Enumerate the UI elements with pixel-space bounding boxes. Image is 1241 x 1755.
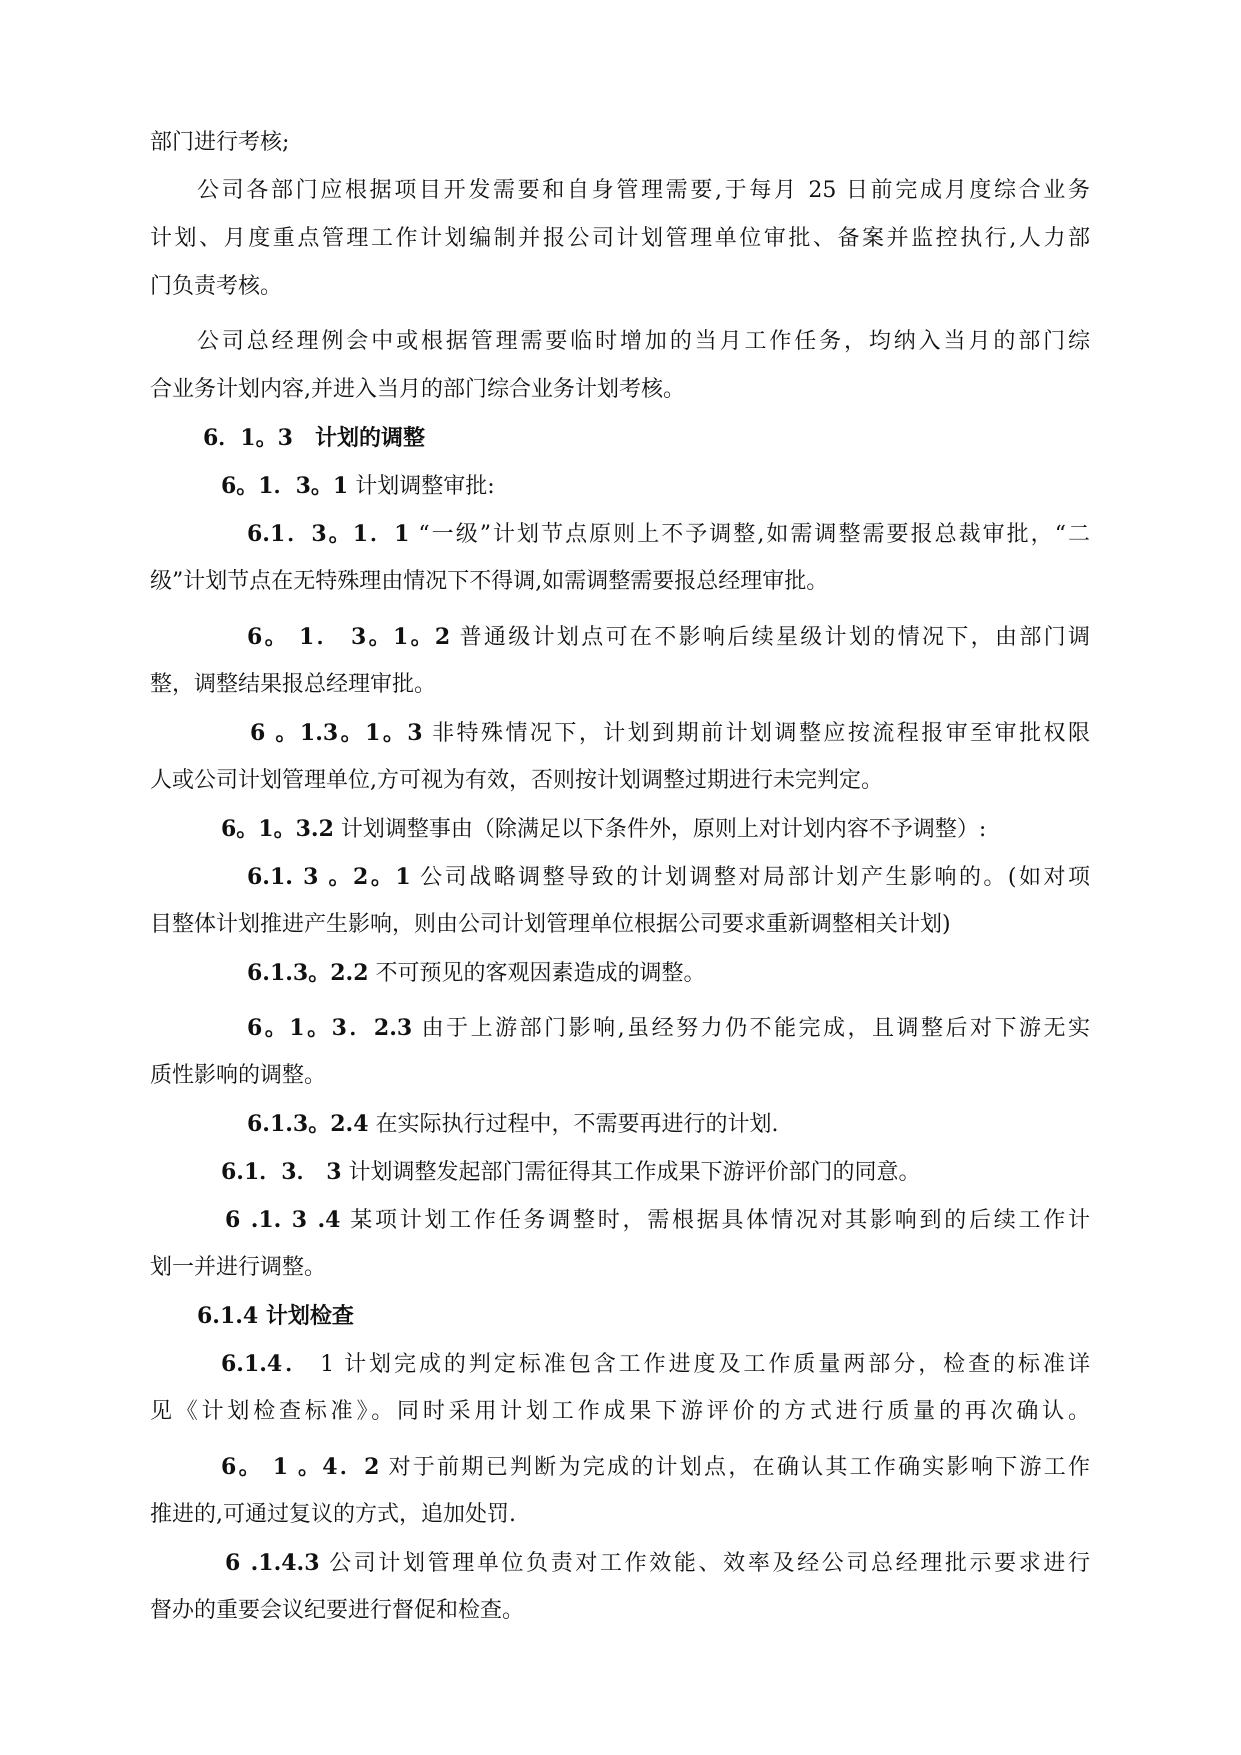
subsection-heading xyxy=(221,809,1161,849)
paragraph-line xyxy=(150,905,1090,945)
line-text: 普通级计划点可在不影响后续星级计划的情况下，由部门调 xyxy=(450,625,1090,650)
section-number: 6.1.4 xyxy=(197,1303,266,1329)
line-text: 见《计划检查标准》。同时采用计划工作成果下游评价的方式进行质量的再次确认。 xyxy=(150,1399,1090,1424)
line-text: 公司计划管理单位负责对工作效能、效率及经公司总经理批示要求进行 xyxy=(319,1551,1090,1576)
section-number: 6。 1． 3。1。2 xyxy=(247,624,451,650)
line-text: 公司各部门应根据项目开发需要和自身管理需要,于每月 25 日前完成月度综合业务 xyxy=(197,178,1090,203)
line-text: 合业务计划内容,并进入当月的部门综合业务计划考核。 xyxy=(150,377,685,402)
paragraph-line xyxy=(150,370,1090,410)
line-text: 门负责考核。 xyxy=(150,274,283,299)
line-text: 计划、月度重点管理工作计划编制并报公司计划管理单位审批、备案并监控执行,人力部 xyxy=(150,226,1090,251)
section-number: 6.1．3． 3 xyxy=(221,1159,342,1185)
section-number: 6．1。3 xyxy=(203,425,315,451)
paragraph-line xyxy=(197,171,1090,211)
line-text: 质性影响的调整。 xyxy=(150,1063,327,1088)
line-text: 推进的,可通过复议的方式，追加处罚. xyxy=(150,1502,516,1527)
section-number: 6 。1.3。1。3 xyxy=(250,720,423,746)
line-text: 1 计划完成的判定标准包含工作进度及工作质量两部分，检查的标准详 xyxy=(310,1352,1090,1377)
line-text: 公司总经理例会中或根据管理需要临时增加的当月工作任务，均纳入当月的部门综 xyxy=(197,329,1090,354)
paragraph-line xyxy=(221,1344,1090,1384)
paragraph-line xyxy=(221,1447,1090,1487)
paragraph-line xyxy=(150,219,1090,259)
paragraph-line xyxy=(247,1008,1090,1048)
line-text: 级”计划节点在无特殊理由情况下不得调,如需调整需要报总经理审批。 xyxy=(150,569,829,594)
line-text: 人或公司计划管理单位,方可视为有效，否则按计划调整过期进行未完判定。 xyxy=(150,768,883,793)
section-number: 6.1.3。2.2 xyxy=(247,960,369,986)
paragraph-line xyxy=(150,267,1090,307)
paragraph-line xyxy=(150,123,1090,163)
paragraph-line xyxy=(247,1104,1187,1144)
paragraph-line xyxy=(150,562,1090,602)
paragraph-line xyxy=(225,1543,1090,1583)
section-number: 6。1。3.2 xyxy=(221,816,334,842)
paragraph-line xyxy=(247,857,1090,897)
section-number: 6 .1.4.3 xyxy=(225,1550,320,1576)
section-title: 计划检查 xyxy=(265,1303,354,1329)
paragraph-line xyxy=(247,953,1187,993)
paragraph-line xyxy=(197,322,1090,362)
paragraph-line xyxy=(150,1495,1090,1535)
line-text: 不可预见的客观因素造成的调整。 xyxy=(368,961,706,986)
line-text: 督办的重要会议纪要进行督促和检查。 xyxy=(150,1598,525,1623)
section-number: 6.1．3。1．1 xyxy=(247,521,410,547)
section-number: 6.1.4． xyxy=(221,1351,311,1377)
line-text: 计划调整发起部门需征得其工作成果下游评价部门的同意。 xyxy=(341,1160,921,1185)
paragraph-line xyxy=(150,1591,1090,1631)
line-text: 由于上游部门影响,虽经努力仍不能完成，且调整后对下游无实 xyxy=(412,1016,1090,1041)
line-text: 整，调整结果报总经理审批。 xyxy=(150,672,437,697)
section-number: 6.1.3。2.4 xyxy=(247,1111,369,1137)
line-text: 公司战略调整导致的计划调整对局部计划产生影响的。(如对项 xyxy=(410,865,1090,890)
line-text: 对于前期已判断为完成的计划点，在确认其工作确实影响下游工作 xyxy=(379,1455,1090,1480)
subsection-heading xyxy=(221,466,1161,506)
subsection-heading xyxy=(221,1152,1161,1192)
line-text: 在实际执行过程中，不需要再进行的计划. xyxy=(368,1112,779,1137)
line-text: 某项计划工作任务调整时，需根据具体情况对其影响到的后续工作计 xyxy=(340,1208,1090,1233)
paragraph-line xyxy=(150,665,1090,705)
paragraph-line xyxy=(150,1392,1090,1432)
paragraph-line xyxy=(150,1056,1090,1096)
paragraph-line xyxy=(225,1200,1090,1240)
section-number: 6。1．3。1 xyxy=(221,473,349,499)
paragraph-line xyxy=(247,617,1090,657)
section-number: 6 .1. 3 .4 xyxy=(225,1207,341,1233)
paragraph-line xyxy=(250,713,1090,753)
section-number: 6.1. 3 。2。1 xyxy=(247,864,411,890)
line-text: 部门进行考核; xyxy=(150,130,290,155)
line-text: “一级”计划节点原则上不予调整,如需调整需要报总裁审批，“二 xyxy=(409,522,1090,547)
section-title: 计划的调整 xyxy=(314,425,425,451)
paragraph-line xyxy=(150,761,1090,801)
line-text: 目整体计划推进产生影响，则由公司计划管理单位根据公司要求重新调整相关计划) xyxy=(150,912,951,937)
section-number: 6。1。3．2.3 xyxy=(247,1015,413,1041)
line-text: 划一并进行调整。 xyxy=(150,1255,327,1280)
line-text: 非特殊情况下，计划到期前计划调整应按流程报审至审批权限 xyxy=(422,721,1090,746)
line-text: 计划调整事由（除满足以下条件外，原则上对计划内容不予调整）: xyxy=(333,817,987,842)
section-heading xyxy=(197,1296,1137,1336)
section-heading xyxy=(203,418,1143,458)
section-number: 6。 1 。4．2 xyxy=(221,1454,380,1480)
section-title: 计划调整审批: xyxy=(348,474,495,499)
paragraph-line xyxy=(150,1248,1090,1288)
paragraph-line xyxy=(247,514,1090,554)
